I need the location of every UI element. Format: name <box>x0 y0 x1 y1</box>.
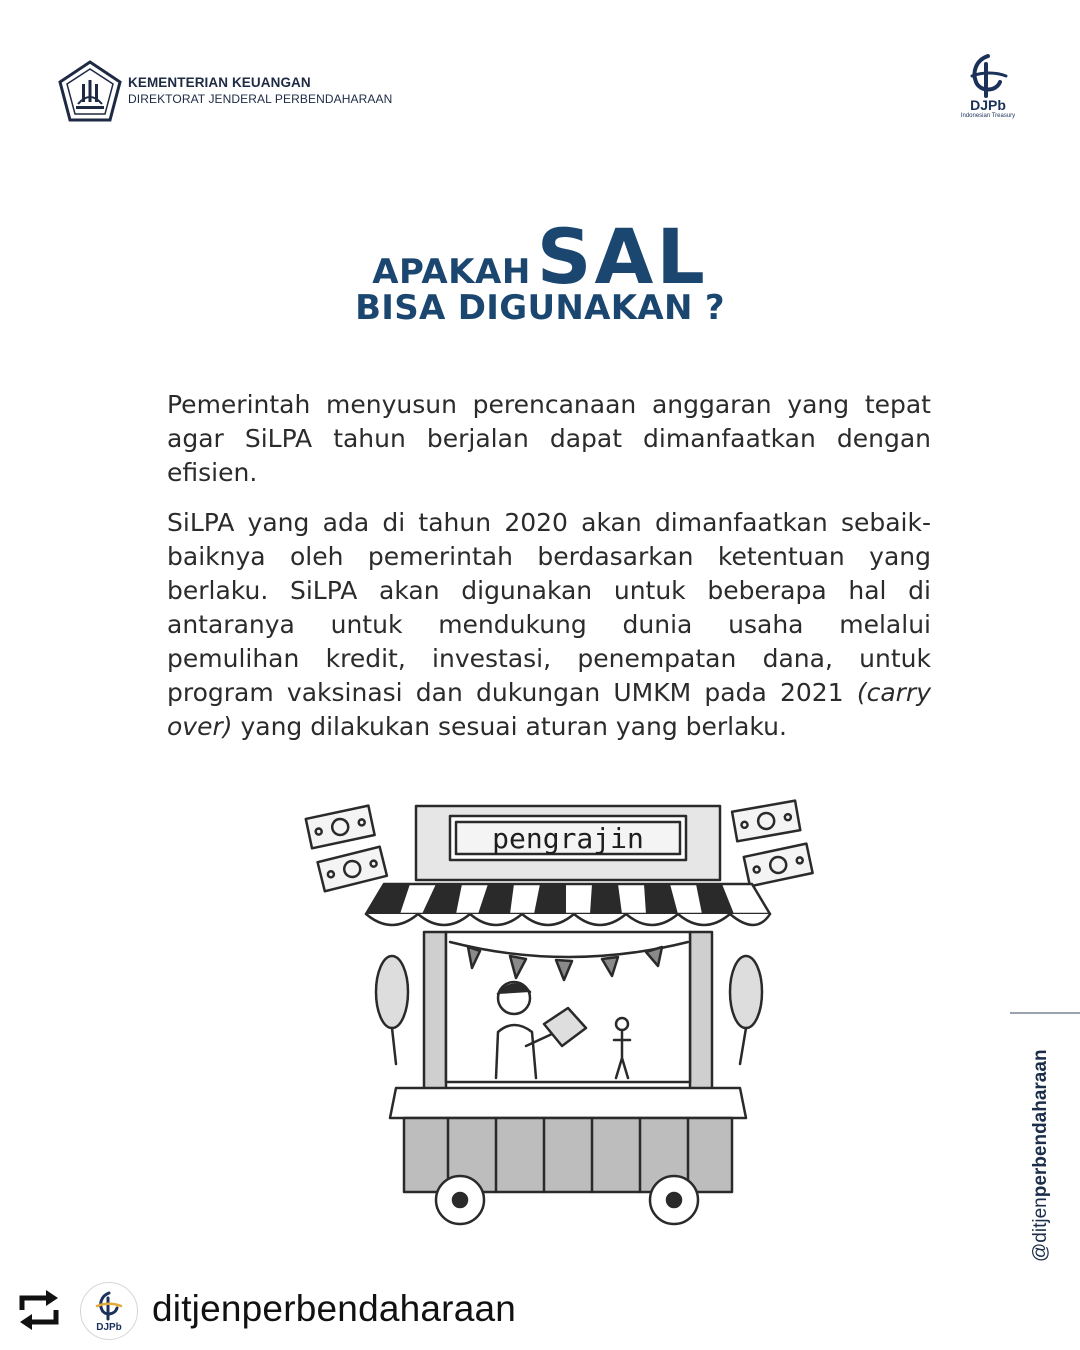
paragraph-2-main: SiLPA yang ada di tahun 2020 akan dimanfaatkan sebaik-baiknya oleh pemerintah berdasarkan ketentuan yang berlaku. SiLPA akan digunakan untuk beberapa hal di antaranya untuk mendukung dunia usaha melalui pemulihan kredit, investasi, penempatan dana, untuk program vaksinasi dan dukungan UMKM pada 2021 <box>167 508 931 707</box>
ministry-header <box>58 60 392 122</box>
craftsman-cart-illustration <box>300 796 820 1230</box>
avatar-wordmark: DJPb <box>96 1322 122 1333</box>
djpb-emblem-icon <box>962 52 1014 98</box>
avatar[interactable] <box>80 1282 138 1340</box>
directorate-name: DIREKTORAT JENDERAL PERBENDAHARAAN <box>128 92 393 106</box>
paragraph-2 <box>167 506 931 744</box>
handle-bold: perbendaharaan <box>1030 1049 1051 1198</box>
sign-text: pengrajin <box>492 822 644 855</box>
handle-prefix: @ditjen <box>1030 1197 1051 1262</box>
repost-icon[interactable] <box>16 1290 62 1330</box>
ministry-name: KEMENTERIAN KEUANGAN <box>128 75 311 90</box>
money-bill-icon <box>744 844 813 887</box>
title-apakah: APAKAH <box>372 252 531 292</box>
repost-username[interactable]: ditjenperbendaharaan <box>152 1288 517 1329</box>
paragraph-2-end: yang dilakukan sesuai aturan yang berlaku. <box>232 712 787 741</box>
money-bill-icon <box>318 847 387 892</box>
djpb-logo <box>952 52 1024 120</box>
paragraph-1: Pemerintah menyusun perencanaan anggaran yang tepat agar SiLPA tahun berjalan dapat dimanfaatkan dengan efisien. <box>167 390 931 487</box>
title-sal: SAL <box>536 212 708 301</box>
body-text <box>167 388 931 760</box>
side-instagram-handle <box>1030 1049 1052 1262</box>
paragraph-2-italic: (carry over) <box>167 678 931 741</box>
money-bill-icon <box>306 806 375 849</box>
side-divider <box>1010 1012 1080 1014</box>
djpb-wordmark: DJPb <box>970 97 1006 113</box>
djpb-tagline: Indonesian Treasury <box>960 113 1016 119</box>
djpb-avatar-icon <box>81 1283 137 1339</box>
money-bill-icon <box>732 801 800 842</box>
kemenkeu-emblem-icon <box>58 60 122 122</box>
title-line-2: BISA DIGUNAKAN ? <box>355 288 725 328</box>
